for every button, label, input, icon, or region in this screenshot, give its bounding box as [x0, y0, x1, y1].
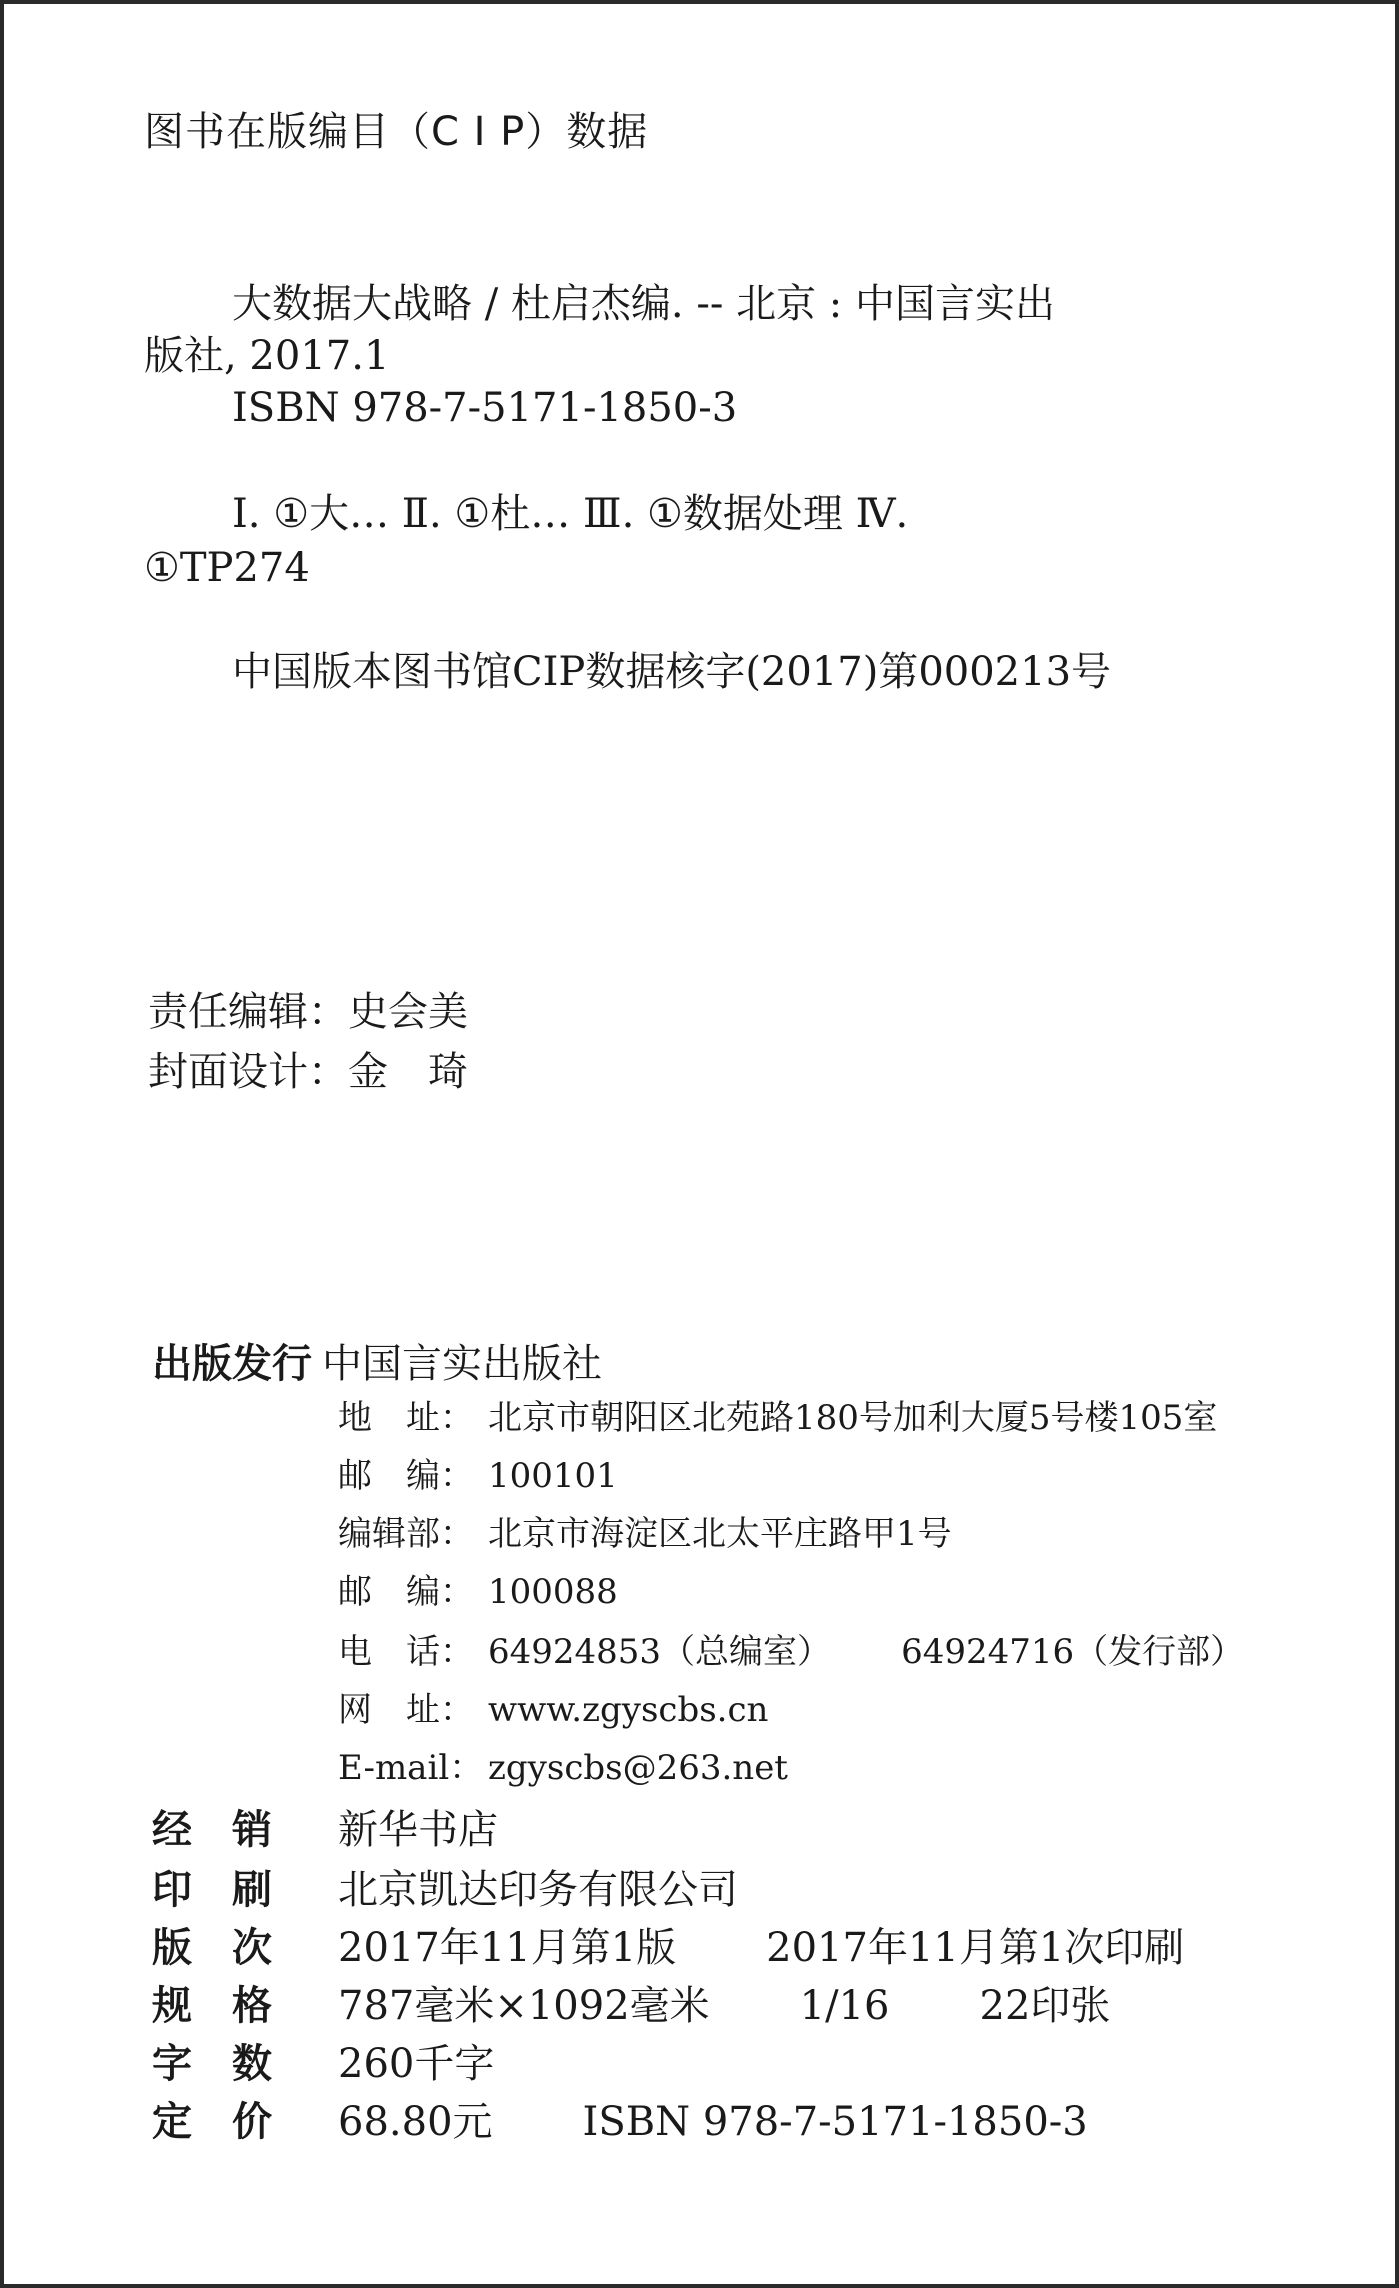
price-row: [152, 2096, 1088, 2148]
format-row: [152, 1980, 1110, 2032]
cover-label: 封面设计：: [148, 1049, 348, 1095]
phone-label: 电 话：: [338, 1632, 474, 1672]
zip-label-1: 邮 编：: [338, 1456, 474, 1496]
address-row: [338, 1396, 1217, 1440]
publisher-label: 出版发行: [152, 1341, 312, 1387]
distribution-label: 经 销: [152, 1807, 272, 1853]
cip-classification-line-cont: ①TP274: [144, 545, 310, 591]
format-value-1: 787毫米×1092毫米: [338, 1983, 710, 2029]
word-count-row: [152, 2038, 494, 2090]
cip-classification-line: Ⅰ. ①大… Ⅱ. ①杜… Ⅲ. ①数据处理 Ⅳ.: [232, 491, 909, 537]
edition-value-1: 2017年11月第1版: [338, 1925, 677, 1971]
address-value: 北京市朝阳区北苑路180号加利大厦5号楼105室: [488, 1398, 1218, 1438]
credit-cover-design: [148, 1046, 468, 1098]
word-count-label: 字 数: [152, 2041, 272, 2087]
cip-title-line: 大数据大战略 / 杜启杰编. -- 北京 : 中国言实出: [232, 281, 1055, 327]
cip-isbn-line: ISBN 978-7-5171-1850-3: [232, 385, 738, 431]
edition-label: 版 次: [152, 1925, 272, 1971]
price-isbn: ISBN 978-7-5171-1850-3: [582, 2099, 1088, 2145]
zip-row-1: [338, 1454, 618, 1498]
editor-value: 史会美: [348, 989, 468, 1035]
phone-value-2: 64924716（发行部）: [901, 1632, 1245, 1672]
printer-label: 印 刷: [152, 1867, 272, 1913]
publisher-row: [152, 1338, 602, 1390]
editorial-dept-row: [338, 1512, 952, 1556]
format-label: 规 格: [152, 1983, 272, 2029]
publisher-value: 中国言实出版社: [322, 1341, 602, 1387]
cover-value: 金 琦: [348, 1049, 468, 1095]
edition-value-2: 2017年11月第1次印刷: [766, 1925, 1185, 1971]
zip-row-2: [338, 1570, 618, 1614]
phone-value-1: 64924853（总编室）: [488, 1632, 832, 1672]
printer-row: [152, 1864, 738, 1916]
zip-label-2: 邮 编：: [338, 1572, 474, 1612]
edition-row: [152, 1922, 1184, 1974]
credit-editor: [148, 986, 468, 1038]
price-value: 68.80元: [338, 2099, 493, 2145]
price-label: 定 价: [152, 2099, 272, 2145]
word-count-value: 260千字: [338, 2041, 495, 2087]
zip-value-1: 100101: [488, 1456, 618, 1496]
format-value-2: 1/16: [799, 1983, 890, 2029]
distribution-row: [152, 1804, 498, 1856]
cip-title-line-cont: 版社, 2017.1: [144, 333, 390, 379]
address-label: 地 址：: [338, 1398, 474, 1438]
phone-row: [338, 1630, 1244, 1674]
editorial-dept-label: 编辑部：: [338, 1514, 474, 1554]
email-value: zgyscbs@263.net: [488, 1748, 788, 1788]
email-label: E-mail：: [338, 1748, 484, 1788]
printer-value: 北京凯达印务有限公司: [338, 1867, 738, 1913]
website-value: www.zgyscbs.cn: [488, 1690, 769, 1730]
editorial-dept-value: 北京市海淀区北太平庄路甲1号: [488, 1514, 952, 1554]
website-row: [338, 1688, 768, 1732]
email-row: [338, 1746, 788, 1790]
website-label: 网 址：: [338, 1690, 474, 1730]
format-value-3: 22印张: [979, 1983, 1111, 2029]
editor-label: 责任编辑：: [148, 989, 348, 1035]
cip-record-number: 中国版本图书馆CIP数据核字(2017)第000213号: [232, 649, 1112, 695]
distribution-value: 新华书店: [338, 1807, 498, 1853]
zip-value-2: 100088: [488, 1572, 618, 1612]
cip-header: 图书在版编目（C I P）数据: [144, 109, 649, 155]
